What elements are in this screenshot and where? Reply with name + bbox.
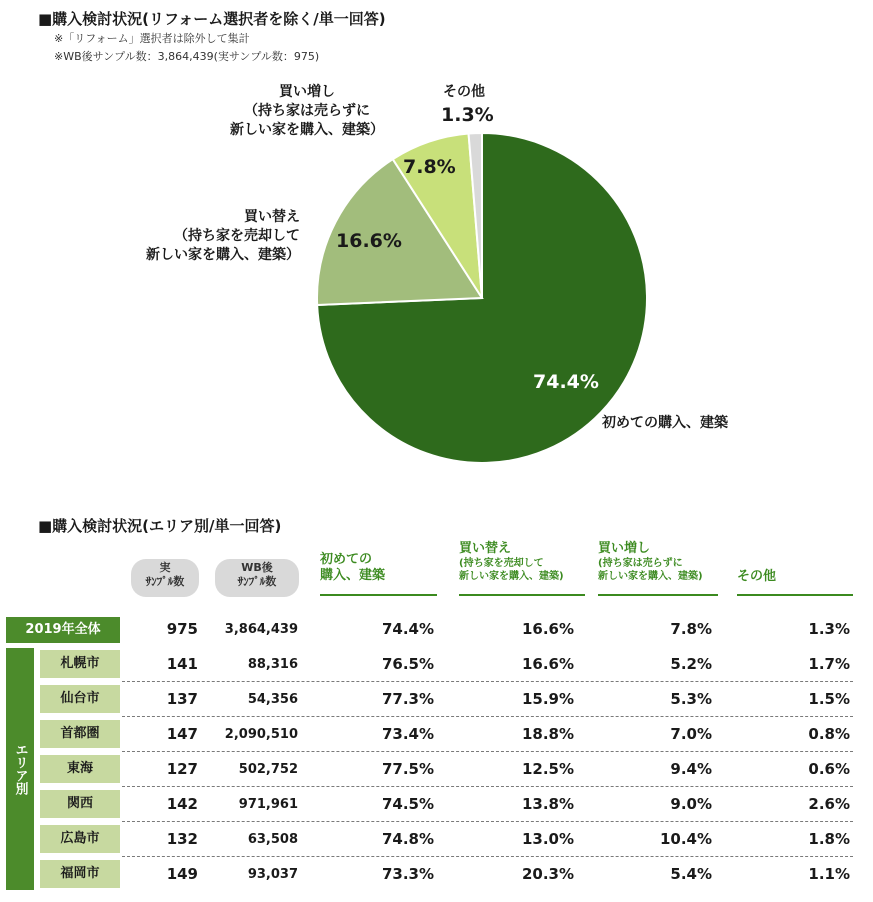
pie-label-kaimashi-line1: 買い増し	[279, 84, 335, 100]
region-label: 札幌市	[40, 650, 120, 678]
note-exclusion: ※「リフォーム」選択者は除外して集計	[54, 32, 250, 45]
pie-label-kaikae-line1: 買い替え	[244, 209, 300, 225]
region-label: 関西	[40, 790, 120, 818]
total-kaimashi: 7.8%	[670, 620, 712, 638]
row-kaikae: 13.0%	[521, 830, 574, 848]
row-separator	[122, 856, 853, 857]
row-sample: 137	[166, 690, 198, 708]
row-first: 73.3%	[381, 865, 434, 883]
row-kaimashi: 5.4%	[670, 865, 712, 883]
total-kaikae: 16.6%	[521, 620, 574, 638]
row-kaimashi: 9.0%	[670, 795, 712, 813]
region-label: 東海	[40, 755, 120, 783]
table-title: ■購入検討状況(エリア別/単一回答)	[38, 517, 282, 535]
row-other: 0.6%	[808, 760, 850, 778]
total-sample: 975	[166, 620, 198, 638]
pie-value-other: 1.3%	[441, 104, 494, 126]
header-first-line1: 初めての	[320, 552, 373, 567]
total-wb-sample: 3,864,439	[224, 622, 298, 637]
row-wb-sample: 502,752	[238, 762, 298, 777]
pie-label-kaimashi-line3: 新しい家を購入、建築）	[230, 122, 384, 138]
region-label: 首都圏	[40, 720, 120, 748]
row-other: 1.5%	[808, 690, 850, 708]
area-group-text: エリア別	[12, 743, 28, 795]
header-first-purchase	[320, 552, 437, 596]
pie-value-kaikae: 16.6%	[336, 230, 402, 252]
chart-title: ■購入検討状況(リフォーム選択者を除く/単一回答)	[38, 10, 386, 28]
pie-label-first: 初めての購入、建築	[602, 415, 728, 431]
row-separator	[122, 786, 853, 787]
note-sample-size: ※WB後サンプル数：3,864,439(実サンプル数：975)	[54, 50, 320, 63]
row-kaikae: 18.8%	[521, 725, 574, 743]
total-first: 74.4%	[381, 620, 434, 638]
row-first: 77.3%	[381, 690, 434, 708]
row-sample: 149	[166, 865, 198, 883]
row-separator	[122, 821, 853, 822]
row-sample: 127	[166, 760, 198, 778]
row-kaikae: 20.3%	[521, 865, 574, 883]
header-wb-sample-pill	[215, 559, 299, 597]
row-sample: 142	[166, 795, 198, 813]
row-sample: 147	[166, 725, 198, 743]
row-first: 77.5%	[381, 760, 434, 778]
row-kaimashi: 5.2%	[670, 655, 712, 673]
pie-label-kaikae	[100, 208, 300, 265]
row-sample: 132	[166, 830, 198, 848]
pie-value-kaimashi: 7.8%	[403, 156, 456, 178]
row-kaikae: 15.9%	[521, 690, 574, 708]
header-kaikae	[459, 541, 585, 596]
region-label: 広島市	[40, 825, 120, 853]
row-other: 1.7%	[808, 655, 850, 673]
row-other: 1.8%	[808, 830, 850, 848]
row-separator	[122, 751, 853, 752]
header-other	[737, 569, 853, 596]
region-label: 仙台市	[40, 685, 120, 713]
pill2-line1: WB後	[241, 561, 273, 574]
header-other-line1: その他	[737, 569, 777, 584]
header-sample-count-pill	[131, 559, 199, 597]
header-kaimashi	[598, 541, 718, 596]
header-kaimashi-line2: (持ち家は売らずに	[598, 558, 683, 569]
row-kaikae: 16.6%	[521, 655, 574, 673]
row-kaikae: 12.5%	[521, 760, 574, 778]
row-first: 73.4%	[381, 725, 434, 743]
pie-label-kaikae-line3: 新しい家を購入、建築）	[146, 247, 300, 263]
row-other: 1.1%	[808, 865, 850, 883]
pie-label-kaimashi	[196, 83, 418, 140]
pill1-line1: 実	[159, 561, 171, 574]
area-group-label	[6, 648, 34, 890]
pill2-line2: ｻﾝﾌﾟﾙ数	[237, 575, 277, 588]
total-other: 1.3%	[808, 620, 850, 638]
row-wb-sample: 63,508	[247, 832, 298, 847]
row-first: 74.5%	[381, 795, 434, 813]
region-label: 福岡市	[40, 860, 120, 888]
header-kaimashi-line1: 買い増し	[598, 541, 651, 556]
row-first: 74.8%	[381, 830, 434, 848]
row-wb-sample: 2,090,510	[224, 727, 298, 742]
row-other: 0.8%	[808, 725, 850, 743]
pie-value-first: 74.4%	[533, 371, 599, 393]
total-row-label: 2019年全体	[6, 617, 120, 643]
row-kaikae: 13.8%	[521, 795, 574, 813]
row-first: 76.5%	[381, 655, 434, 673]
pill1-line2: ｻﾝﾌﾟﾙ数	[145, 575, 185, 588]
row-sample: 141	[166, 655, 198, 673]
row-kaimashi: 9.4%	[670, 760, 712, 778]
pie-label-kaikae-line2: （持ち家を売却して	[174, 228, 300, 244]
row-separator	[122, 716, 853, 717]
row-kaimashi: 7.0%	[670, 725, 712, 743]
header-kaikae-line3: 新しい家を購入、建築)	[459, 571, 564, 582]
header-first-line2: 購入、建築	[320, 568, 386, 583]
row-wb-sample: 971,961	[238, 797, 298, 812]
pie-label-kaimashi-line2: （持ち家は売らずに	[244, 103, 370, 119]
header-kaimashi-line3: 新しい家を購入、建築)	[598, 571, 703, 582]
pie-label-other: その他	[443, 84, 485, 100]
row-kaimashi: 10.4%	[659, 830, 712, 848]
row-kaimashi: 5.3%	[670, 690, 712, 708]
row-separator	[122, 681, 853, 682]
header-kaikae-line2: (持ち家を売却して	[459, 558, 544, 569]
row-other: 2.6%	[808, 795, 850, 813]
row-wb-sample: 54,356	[247, 692, 298, 707]
row-wb-sample: 93,037	[247, 867, 298, 882]
row-wb-sample: 88,316	[247, 657, 298, 672]
header-kaikae-line1: 買い替え	[459, 541, 512, 556]
